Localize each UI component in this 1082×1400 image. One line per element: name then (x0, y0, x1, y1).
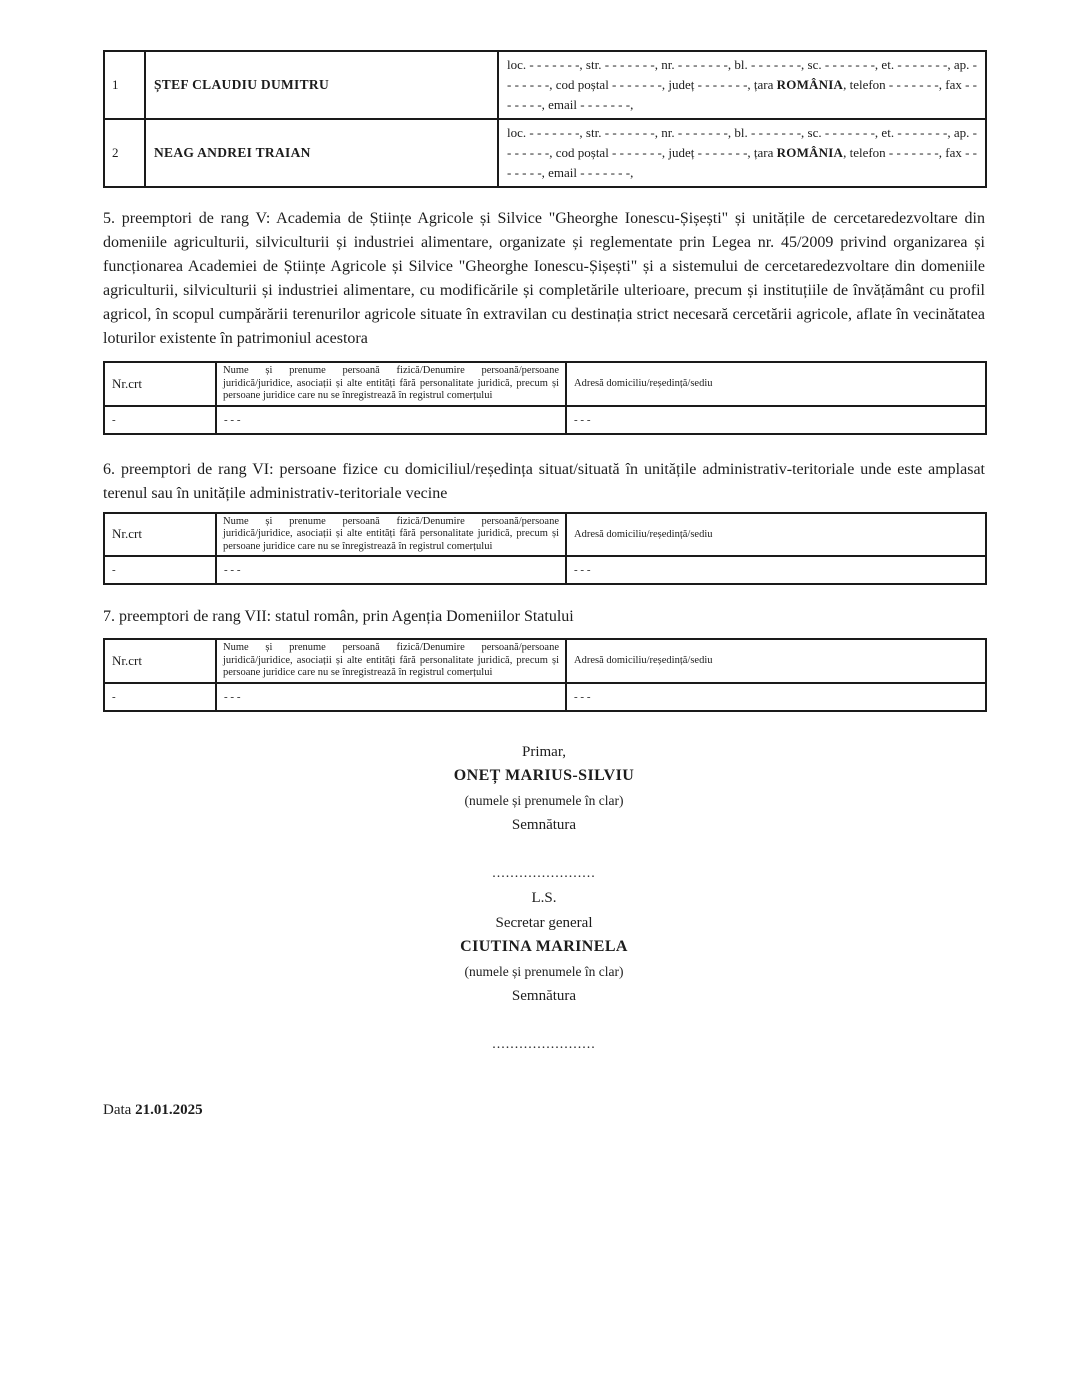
section-7-paragraph: 7. preemptori de rang VII: statul român, prin Agenția Domeniilor Statului (103, 608, 574, 625)
empty-cell-adresa: - - - (566, 406, 986, 434)
party-row (104, 51, 986, 119)
document-page (103, 0, 985, 1119)
party-address-text-after: , telefon - - - - - - -, fax - - - - - - -, email - - - - - - -, (507, 77, 977, 112)
name-clar-note: (numele și prenumele în clar) (464, 792, 624, 808)
party-address (498, 51, 986, 119)
empty-cell-nr: - (104, 683, 216, 711)
date-line (103, 1102, 985, 1119)
preemptor-table-rang-5 (103, 361, 987, 435)
parties-table (103, 50, 987, 188)
party-index: 1 (104, 51, 145, 119)
header-nr-crt: Nr.crt (104, 639, 216, 683)
party-address-text-after: , telefon - - - - - - -, fax - - - - - - -, email - - - - - - -, (507, 145, 977, 180)
party-address (498, 119, 986, 187)
preemptor-empty-row (104, 683, 986, 711)
preemptor-header-row (104, 362, 986, 406)
empty-cell-adresa: - - - (566, 556, 986, 584)
party-country: ROMÂNIA (776, 77, 844, 92)
party-name: NEAG ANDREI TRAIAN (145, 119, 498, 187)
empty-cell-nume: - - - (216, 406, 566, 434)
primar-name: ONEȚ MARIUS-SILVIU (453, 767, 635, 784)
party-name: ȘTEF CLAUDIU DUMITRU (145, 51, 498, 119)
empty-cell-nume: - - - (216, 556, 566, 584)
name-clar-note: (numele și prenumele în clar) (464, 963, 624, 979)
signature-dots: ....................... (492, 1036, 596, 1052)
party-row (104, 119, 986, 187)
signature-label: Semnătura (511, 817, 577, 833)
header-nume: Nume și prenume persoană fizică/Denumire persoană/persoane juridică/juridice, asociații și alte entități fără personalitate juridică, precum și persoane juridice care nu se înregistrează în registrul comerțului (216, 362, 566, 406)
signature-dots: ....................... (492, 865, 596, 881)
party-address-text: loc. - - - - - - -, str. - - - - - - -, nr. - - - - - - -, bl. - - - - - - -, sc. - - - - - - -, et. - - - - - - -, ap. - - - - - - -, cod poștal - - - - - - -, județ - - - - - - -, țara (507, 125, 977, 160)
signature-label: Semnătura (511, 988, 577, 1004)
secretary-name: CIUTINA MARINELA (460, 938, 628, 955)
empty-cell-nr: - (104, 556, 216, 584)
header-adresa: Adresă domiciliu/reședință/sediu (566, 513, 986, 557)
header-nr-crt: Nr.crt (104, 362, 216, 406)
preemptor-empty-row (104, 556, 986, 584)
header-adresa: Adresă domiciliu/reședință/sediu (566, 362, 986, 406)
party-index: 2 (104, 119, 145, 187)
empty-cell-adresa: - - - (566, 683, 986, 711)
date-label: Data (103, 1102, 132, 1118)
header-nume: Nume și prenume persoană fizică/Denumire persoană/persoane juridică/juridice, asociații și alte entități fără personalitate juridică, precum și persoane juridice care nu se înregistrează în registrul comerțului (216, 639, 566, 683)
empty-cell-nume: - - - (216, 683, 566, 711)
ls-label: L.S. (531, 890, 557, 906)
section-6-paragraph: 6. preemptori de rang VI: persoane fizice cu domiciliul/reședința situat/situată în unitățile administrativ-teritoriale unde este amplasat terenul sau în unitățile administrativ-teritoriale vecine (103, 460, 985, 502)
date-value: 21.01.2025 (135, 1102, 203, 1118)
preemptor-table-rang-6 (103, 512, 987, 586)
header-nr-crt: Nr.crt (104, 513, 216, 557)
signature-block (103, 740, 985, 1058)
preemptor-header-row (104, 513, 986, 557)
preemptor-table-rang-7 (103, 638, 987, 712)
preemptor-empty-row (104, 406, 986, 434)
empty-cell-nr: - (104, 406, 216, 434)
section-5-paragraph: 5. preemptori de rang V: Academia de Științe Agricole și Silvice "Gheorghe Ionescu-Șișești" și unitățile de cercetaredezvoltare din domeniile agriculturii, silviculturii și industriei alimentare, organizate și reglementate prin Legea nr. 45/2009 privind organizarea și funcționarea Academiei de Științe Agricole și Silvice "Gheorghe Ionescu-Șișești" și a sistemului de cercetaredezvoltare din domeniile agriculturii, silviculturii și industriei alimentare, cu modificările și completările ulterioare, precum și instituțiile de învățământ cu profil agricol, în scopul cumpărării terenurilor agricole situate în extravilan cu destinația strict necesară cercetării agricole, aflate în vecinătatea loturilor existente în patrimoniul acestora (103, 210, 985, 347)
header-adresa: Adresă domiciliu/reședință/sediu (566, 639, 986, 683)
secretary-title: Secretar general (495, 914, 593, 931)
header-nume: Nume și prenume persoană fizică/Denumire persoană/persoane juridică/juridice, asociații și alte entități fără personalitate juridică, precum și persoane juridice care nu se înregistrează în registrul comerțului (216, 513, 566, 557)
party-country: ROMÂNIA (776, 145, 844, 160)
preemptor-header-row (104, 639, 986, 683)
primar-title: Primar, (522, 743, 566, 760)
party-address-text: loc. - - - - - - -, str. - - - - - - -, nr. - - - - - - -, bl. - - - - - - -, sc. - - - - - - -, et. - - - - - - -, ap. - - - - - - -, cod poștal - - - - - - -, județ - - - - - - -, țara (507, 57, 977, 92)
